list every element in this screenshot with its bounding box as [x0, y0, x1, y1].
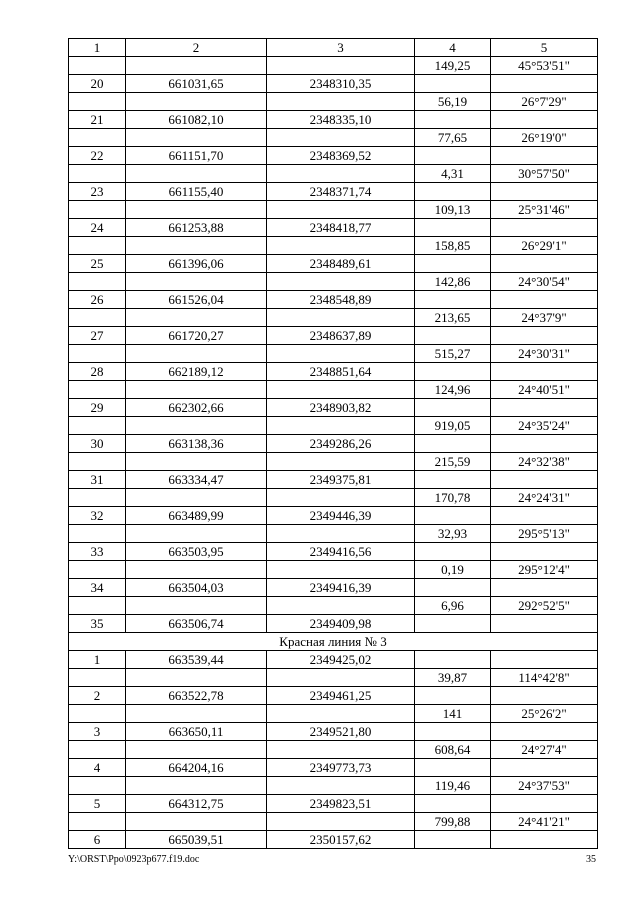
empty-cell [491, 795, 598, 813]
empty-cell [491, 435, 598, 453]
empty-cell [415, 75, 491, 93]
empty-cell [126, 165, 267, 183]
segment-angle: 25°31'46" [491, 201, 598, 219]
empty-cell [69, 57, 126, 75]
point-number: 25 [69, 255, 126, 273]
point-y: 2348851,64 [267, 363, 415, 381]
empty-cell [69, 489, 126, 507]
point-row [69, 507, 598, 525]
point-y: 2348637,89 [267, 327, 415, 345]
empty-cell [126, 201, 267, 219]
segment-angle: 24°37'53" [491, 777, 598, 795]
segment-row [69, 705, 598, 723]
empty-cell [69, 417, 126, 435]
empty-cell [491, 219, 598, 237]
segment-angle: 295°5'13" [491, 525, 598, 543]
empty-cell [126, 417, 267, 435]
empty-cell [126, 381, 267, 399]
header-cell-2: 2 [126, 39, 267, 57]
section-row [69, 633, 598, 651]
point-x: 662189,12 [126, 363, 267, 381]
segment-angle: 24°30'31" [491, 345, 598, 363]
empty-cell [267, 669, 415, 687]
empty-cell [267, 201, 415, 219]
point-row [69, 255, 598, 273]
segment-row [69, 777, 598, 795]
segment-row [69, 57, 598, 75]
segment-length: 608,64 [415, 741, 491, 759]
page-number: 35 [586, 854, 596, 865]
point-number: 3 [69, 723, 126, 741]
segment-angle: 24°35'24" [491, 417, 598, 435]
empty-cell [267, 525, 415, 543]
point-number: 2 [69, 687, 126, 705]
empty-cell [126, 345, 267, 363]
section-title: Красная линия № 3 [69, 633, 598, 651]
point-number: 22 [69, 147, 126, 165]
empty-cell [126, 597, 267, 615]
header-cell-5: 5 [491, 39, 598, 57]
segment-length: 124,96 [415, 381, 491, 399]
empty-cell [126, 93, 267, 111]
point-x: 663504,03 [126, 579, 267, 597]
empty-cell [69, 201, 126, 219]
point-row [69, 291, 598, 309]
point-y: 2348369,52 [267, 147, 415, 165]
empty-cell [69, 597, 126, 615]
empty-cell [69, 273, 126, 291]
empty-cell [415, 219, 491, 237]
point-number: 31 [69, 471, 126, 489]
point-number: 1 [69, 651, 126, 669]
point-y: 2348335,10 [267, 111, 415, 129]
point-x: 664204,16 [126, 759, 267, 777]
empty-cell [415, 795, 491, 813]
segment-angle: 295°12'4" [491, 561, 598, 579]
empty-cell [491, 687, 598, 705]
point-number: 5 [69, 795, 126, 813]
point-number: 32 [69, 507, 126, 525]
empty-cell [69, 777, 126, 795]
segment-angle: 292°52'5" [491, 597, 598, 615]
empty-cell [267, 813, 415, 831]
empty-cell [126, 705, 267, 723]
empty-cell [126, 453, 267, 471]
empty-cell [415, 759, 491, 777]
segment-length: 77,65 [415, 129, 491, 147]
point-row [69, 687, 598, 705]
empty-cell [491, 75, 598, 93]
point-x: 661396,06 [126, 255, 267, 273]
point-number: 33 [69, 543, 126, 561]
empty-cell [415, 651, 491, 669]
empty-cell [126, 561, 267, 579]
empty-cell [267, 417, 415, 435]
empty-cell [415, 615, 491, 633]
point-row [69, 651, 598, 669]
point-x: 662302,66 [126, 399, 267, 417]
segment-row [69, 381, 598, 399]
empty-cell [126, 741, 267, 759]
empty-cell [491, 255, 598, 273]
point-x: 663334,47 [126, 471, 267, 489]
point-number: 20 [69, 75, 126, 93]
segment-row [69, 597, 598, 615]
point-row [69, 219, 598, 237]
point-number: 23 [69, 183, 126, 201]
empty-cell [69, 381, 126, 399]
point-number: 26 [69, 291, 126, 309]
point-x: 664312,75 [126, 795, 267, 813]
point-number: 6 [69, 831, 126, 849]
segment-row [69, 741, 598, 759]
segment-row [69, 525, 598, 543]
empty-cell [69, 237, 126, 255]
point-number: 4 [69, 759, 126, 777]
point-row [69, 435, 598, 453]
segment-angle: 114°42'8" [491, 669, 598, 687]
point-x: 663489,99 [126, 507, 267, 525]
segment-length: 32,93 [415, 525, 491, 543]
empty-cell [415, 687, 491, 705]
empty-cell [415, 399, 491, 417]
segment-angle: 25°26'2" [491, 705, 598, 723]
empty-cell [267, 345, 415, 363]
point-y: 2348310,35 [267, 75, 415, 93]
empty-cell [126, 669, 267, 687]
segment-length: 56,19 [415, 93, 491, 111]
empty-cell [126, 129, 267, 147]
segment-length: 170,78 [415, 489, 491, 507]
segment-length: 213,65 [415, 309, 491, 327]
point-row [69, 831, 598, 849]
point-y: 2348418,77 [267, 219, 415, 237]
point-row [69, 795, 598, 813]
empty-cell [69, 165, 126, 183]
point-row [69, 615, 598, 633]
empty-cell [69, 669, 126, 687]
segment-length: 6,96 [415, 597, 491, 615]
segment-row [69, 345, 598, 363]
point-x: 661155,40 [126, 183, 267, 201]
point-x: 661253,88 [126, 219, 267, 237]
point-row [69, 363, 598, 381]
segment-length: 215,59 [415, 453, 491, 471]
segment-length: 799,88 [415, 813, 491, 831]
segment-row [69, 453, 598, 471]
point-y: 2349416,56 [267, 543, 415, 561]
empty-cell [491, 579, 598, 597]
empty-cell [415, 507, 491, 525]
empty-cell [415, 291, 491, 309]
empty-cell [491, 543, 598, 561]
point-number: 29 [69, 399, 126, 417]
point-x: 661720,27 [126, 327, 267, 345]
point-number: 30 [69, 435, 126, 453]
point-row [69, 75, 598, 93]
point-row [69, 183, 598, 201]
point-y: 2349416,39 [267, 579, 415, 597]
segment-row [69, 669, 598, 687]
segment-row [69, 201, 598, 219]
empty-cell [126, 237, 267, 255]
segment-angle: 30°57'50" [491, 165, 598, 183]
empty-cell [69, 525, 126, 543]
point-number: 35 [69, 615, 126, 633]
point-x: 663138,36 [126, 435, 267, 453]
empty-cell [415, 831, 491, 849]
segment-angle: 24°37'9" [491, 309, 598, 327]
segment-angle: 24°30'54" [491, 273, 598, 291]
empty-cell [491, 399, 598, 417]
empty-cell [126, 525, 267, 543]
point-row [69, 111, 598, 129]
segment-length: 39,87 [415, 669, 491, 687]
segment-angle: 24°40'51" [491, 381, 598, 399]
segment-angle: 24°24'31" [491, 489, 598, 507]
point-number: 28 [69, 363, 126, 381]
header-cell-1: 1 [69, 39, 126, 57]
empty-cell [415, 327, 491, 345]
empty-cell [415, 579, 491, 597]
segment-length: 919,05 [415, 417, 491, 435]
point-x: 663503,95 [126, 543, 267, 561]
empty-cell [69, 93, 126, 111]
point-x: 665039,51 [126, 831, 267, 849]
header-row [69, 39, 598, 57]
empty-cell [491, 651, 598, 669]
segment-length: 149,25 [415, 57, 491, 75]
segment-angle: 26°19'0" [491, 129, 598, 147]
empty-cell [415, 723, 491, 741]
point-x: 661031,65 [126, 75, 267, 93]
segment-angle: 24°27'4" [491, 741, 598, 759]
empty-cell [267, 777, 415, 795]
segment-angle: 26°29'1" [491, 237, 598, 255]
point-y: 2350157,62 [267, 831, 415, 849]
segment-length: 4,31 [415, 165, 491, 183]
empty-cell [267, 237, 415, 255]
empty-cell [69, 705, 126, 723]
point-y: 2348489,61 [267, 255, 415, 273]
empty-cell [491, 363, 598, 381]
empty-cell [267, 489, 415, 507]
point-row [69, 471, 598, 489]
empty-cell [69, 561, 126, 579]
empty-cell [267, 93, 415, 111]
empty-cell [491, 147, 598, 165]
point-row [69, 543, 598, 561]
empty-cell [415, 363, 491, 381]
empty-cell [491, 831, 598, 849]
empty-cell [415, 183, 491, 201]
segment-row [69, 237, 598, 255]
empty-cell [415, 111, 491, 129]
point-x: 663506,74 [126, 615, 267, 633]
segment-row [69, 813, 598, 831]
segment-row [69, 309, 598, 327]
empty-cell [267, 273, 415, 291]
empty-cell [69, 309, 126, 327]
empty-cell [491, 723, 598, 741]
empty-cell [415, 543, 491, 561]
empty-cell [69, 813, 126, 831]
segment-length: 0,19 [415, 561, 491, 579]
empty-cell [491, 183, 598, 201]
empty-cell [491, 111, 598, 129]
empty-cell [267, 381, 415, 399]
empty-cell [267, 309, 415, 327]
segment-angle: 24°32'38" [491, 453, 598, 471]
empty-cell [69, 345, 126, 363]
point-x: 661082,10 [126, 111, 267, 129]
segment-length: 109,13 [415, 201, 491, 219]
file-path-footer: Y:\ORST\Ppo\0923p677.f19.doc [68, 854, 200, 865]
point-y: 2349521,80 [267, 723, 415, 741]
point-x: 663650,11 [126, 723, 267, 741]
empty-cell [491, 471, 598, 489]
empty-cell [267, 705, 415, 723]
empty-cell [267, 741, 415, 759]
point-y: 2349409,98 [267, 615, 415, 633]
segment-length: 142,86 [415, 273, 491, 291]
point-y: 2349461,25 [267, 687, 415, 705]
segment-angle: 26°7'29" [491, 93, 598, 111]
segment-row [69, 273, 598, 291]
point-y: 2349425,02 [267, 651, 415, 669]
point-y: 2349823,51 [267, 795, 415, 813]
segment-row [69, 489, 598, 507]
empty-cell [415, 147, 491, 165]
segment-row [69, 93, 598, 111]
point-number: 27 [69, 327, 126, 345]
point-row [69, 723, 598, 741]
segment-length: 158,85 [415, 237, 491, 255]
point-x: 661526,04 [126, 291, 267, 309]
point-y: 2348903,82 [267, 399, 415, 417]
empty-cell [267, 57, 415, 75]
empty-cell [267, 129, 415, 147]
point-y: 2349375,81 [267, 471, 415, 489]
point-number: 34 [69, 579, 126, 597]
segment-angle: 24°41'21" [491, 813, 598, 831]
point-number: 21 [69, 111, 126, 129]
segment-length: 515,27 [415, 345, 491, 363]
coordinates-table-body [69, 39, 598, 849]
empty-cell [267, 561, 415, 579]
empty-cell [491, 759, 598, 777]
empty-cell [491, 291, 598, 309]
empty-cell [126, 309, 267, 327]
empty-cell [415, 435, 491, 453]
point-y: 2349446,39 [267, 507, 415, 525]
header-cell-4: 4 [415, 39, 491, 57]
empty-cell [491, 327, 598, 345]
empty-cell [267, 453, 415, 471]
point-x: 663539,44 [126, 651, 267, 669]
coordinates-table [68, 38, 598, 849]
segment-length: 141 [415, 705, 491, 723]
empty-cell [69, 453, 126, 471]
point-y: 2349773,73 [267, 759, 415, 777]
segment-angle: 45°53'51" [491, 57, 598, 75]
header-cell-3: 3 [267, 39, 415, 57]
point-y: 2348371,74 [267, 183, 415, 201]
empty-cell [126, 813, 267, 831]
empty-cell [267, 165, 415, 183]
empty-cell [415, 471, 491, 489]
point-x: 663522,78 [126, 687, 267, 705]
point-row [69, 579, 598, 597]
empty-cell [126, 777, 267, 795]
empty-cell [126, 273, 267, 291]
empty-cell [69, 741, 126, 759]
empty-cell [126, 57, 267, 75]
point-x: 661151,70 [126, 147, 267, 165]
segment-row [69, 129, 598, 147]
segment-row [69, 165, 598, 183]
segment-row [69, 417, 598, 435]
segment-length: 119,46 [415, 777, 491, 795]
empty-cell [415, 255, 491, 273]
empty-cell [126, 489, 267, 507]
point-y: 2349286,26 [267, 435, 415, 453]
empty-cell [267, 597, 415, 615]
empty-cell [491, 615, 598, 633]
empty-cell [491, 507, 598, 525]
segment-row [69, 561, 598, 579]
empty-cell [69, 129, 126, 147]
point-y: 2348548,89 [267, 291, 415, 309]
point-number: 24 [69, 219, 126, 237]
point-row [69, 399, 598, 417]
point-row [69, 759, 598, 777]
point-row [69, 147, 598, 165]
point-row [69, 327, 598, 345]
